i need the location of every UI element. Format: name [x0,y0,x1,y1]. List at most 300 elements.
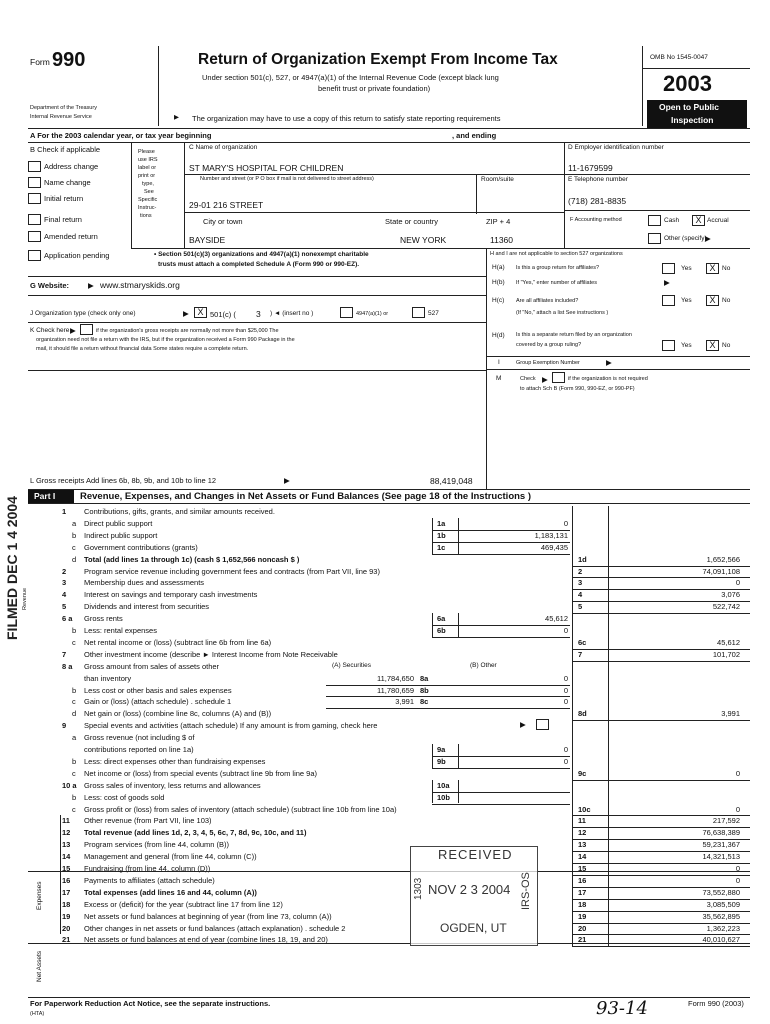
inner-line-code: 6b [437,626,446,635]
line-number: c [72,542,76,552]
department: Department of the Treasury [30,105,97,111]
k-checkbox[interactable] [80,324,93,335]
line-text: Gross revenue (not including $ of [84,733,195,743]
col-a-header: (A) Securities [332,661,372,669]
hd-text: Is this a separate return filed by an organization [516,332,632,338]
line-number: 8 a [62,661,73,671]
line-cell [432,530,433,542]
inner-line-value: 1,183,131 [534,530,568,540]
name-label: C Name of organization [189,144,258,151]
ha-text: Is this a group return for affiliates? [516,265,600,271]
line-text: Net rental income or (loss) (subtract line 6b from line 6a) [84,637,272,647]
line-number: 13 [62,840,71,850]
amended-return-checkbox[interactable] [28,231,41,242]
right-line-code: 15 [578,864,587,873]
line-number: d [72,554,77,564]
stamp-city: OGDEN, UT [440,921,507,935]
initial-return-label: Initial return [44,194,84,203]
line-cell [608,506,609,946]
line-number: 20 [62,923,71,933]
line-number: b [72,626,77,635]
right-line-code: 19 [578,911,587,921]
line-text: Dividends and interest from securities [84,602,210,612]
notice-text: The organization may have to use a copy of this return to satisfy state reporting requirements [192,114,501,123]
col-a-value: 11,780,659 [377,685,414,695]
city-label: City or town [203,217,243,226]
stamp-irs: IRS-OS [520,872,532,910]
527-label: 527 [428,310,439,317]
cash-checkbox[interactable] [648,215,661,226]
line-text: Gain or (loss) (attach schedule) . schedule 1 [84,697,232,707]
line-number: 2 [62,566,67,576]
line-cell [432,792,433,804]
handwritten-note: 93-14 [596,998,648,1019]
room-label: Room/suite [481,176,514,183]
line-text: than inventory [84,673,132,683]
right-line-value: 3,991 [721,709,740,719]
right-line-code: 10c [578,804,591,814]
line-text: Net gain or (loss) (combine line 8c, columns (A) and (B)) [84,709,272,719]
501c-checkbox[interactable]: X [194,307,207,318]
right-line-code: 12 [578,828,587,838]
hc-text: Are all affiliates included? [516,298,579,304]
line-cell [572,875,750,876]
right-line-value: 74,091,108 [702,566,740,576]
arrow-icon: ▶ [664,278,670,287]
inner-line-value: 0 [563,626,568,635]
line-cell [572,720,750,721]
name-change-label: Name change [44,178,91,187]
arrow-icon: ▶ [284,476,290,485]
line-number: 15 [62,864,71,873]
line-cell [432,625,433,637]
yes-label: Yes [681,297,692,304]
schedule-b-checkbox[interactable] [552,372,565,383]
phone-value: (718) 281-8835 [568,196,627,206]
form-title: Return of Organization Exempt From Income Tax [198,51,558,68]
line-text: Contributions, gifts, grants, and similar amounts received. [84,507,275,516]
k-check-label: K Check here [30,327,70,334]
line-cell [432,744,433,756]
right-line-value: 0 [735,864,740,873]
no-label: No [722,297,731,304]
line-cell [432,542,433,554]
initial-return-checkbox[interactable] [28,193,41,204]
right-line-code: 7 [578,649,583,659]
right-line-value: 76,638,389 [702,828,740,838]
gross-receipts-value: 88,419,048 [430,476,473,486]
hd-text-2: covered by a group ruling? [516,342,582,348]
hd-no-checkbox[interactable]: X [706,340,719,351]
line-cell [572,661,750,662]
4947-label: 4947(a)(1) or [356,311,389,317]
right-line-code: 16 [578,875,587,885]
line-number: 6 a [62,614,73,624]
inner-line-value: 0 [563,518,568,528]
right-line-value: 217,592 [712,816,740,826]
line-text: Program service revenue including government fees and contracts (from Part VII, line 93) [84,566,380,576]
right-line-value: 1,362,223 [706,923,740,933]
line-text: Direct public support [84,518,153,528]
stamp-code: 1303 [413,877,424,900]
form-label: Form [30,57,50,67]
col-a-value: 11,784,650 [377,673,414,683]
line-text: Less cost or other basis and sales expenses [84,685,232,695]
line-number: 7 [62,649,67,659]
527-checkbox[interactable] [412,307,425,318]
501c-number: 3 [256,309,261,319]
line-cell [432,768,570,769]
insert-no: ) ◄ (insert no ) [270,310,314,317]
line-cell [326,708,570,709]
line-text: Net income or (loss) from special events (subtract line 9b from line 9a) [84,768,318,778]
arrow-icon: ▶ [542,375,548,384]
subtitle-2: benefit trust or private foundation) [318,84,431,93]
line-number: 18 [62,899,71,909]
please-label: tions [140,213,152,219]
inner-line-code: 6a [437,614,446,624]
hb-text: If "Yes," enter number of affiliates [516,280,597,286]
line-number: 21 [62,935,71,945]
line-number: 16 [62,875,71,885]
please-label: label or [138,165,157,171]
ha-yes-checkbox[interactable] [662,263,675,274]
line-number: 10 a [62,780,77,790]
inner-line-code: 9a [437,745,446,754]
arrow-icon: ▶ [520,720,526,730]
right-line-code: 2 [578,566,583,576]
right-line-value: 0 [735,768,740,778]
line-text: Net assets or fund balances at beginning of year (from line 73, column (A)) [84,911,332,921]
street-label: Number and street (or P O box if mail is not delivered to street address) [200,176,374,182]
application-pending-checkbox[interactable] [28,250,41,261]
name-change-checkbox[interactable] [28,177,41,188]
line-number: 17 [62,887,71,897]
line-number: 14 [62,852,71,862]
line-cell [432,780,433,792]
line-cell [572,613,750,614]
line-number: b [72,792,77,802]
side-expenses: Expenses [36,881,43,910]
line-number: b [72,530,77,540]
no-label: No [722,342,731,349]
ha-no-checkbox[interactable]: X [706,263,719,274]
line-cell [572,577,750,578]
right-line-code: 20 [578,923,587,933]
line-text: Total (add lines 1a through 1c) (cash $ 1,652,566 noncash $ ) [84,554,300,564]
address-change-checkbox[interactable] [28,161,41,172]
line-text: Government contributions (grants) [84,542,198,552]
group-exemption-label: Group Exemption Number [516,360,580,366]
line-text: Total revenue (add lines 1d, 2, 3, 4, 5, 6c, 7, 8d, 9c, 10c, and 11) [84,828,307,838]
line-cell [432,554,570,555]
line-text: Other changes in net assets or fund balances (attach explanation) . schedule 2 [84,923,346,933]
accounting-label: F Accounting method [570,217,622,223]
hc-no-checkbox[interactable]: X [706,295,719,306]
line-number: b [72,685,77,695]
right-line-value: 0 [735,875,740,885]
right-line-code: 14 [578,852,587,862]
k-text-2: organization need not file a return with the IRS, but if the organization received a Form 990 Package in the [36,337,295,343]
line-number: 4 [62,590,67,600]
city: BAYSIDE [189,235,226,245]
irs-service: Internal Revenue Service [30,114,92,120]
right-line-value: 35,562,895 [702,911,740,921]
line-cell [432,637,570,638]
amended-return-label: Amended return [44,232,98,241]
right-line-value: 0 [735,578,740,588]
please-label: See [144,189,154,195]
m-check-label: Check [520,376,536,382]
line-number: b [72,756,77,766]
right-line-code: 5 [578,602,583,612]
line-text: Less: cost of goods sold [84,792,165,802]
inner-line-value: 0 [563,745,568,754]
line-number: 19 [62,911,71,921]
col-b-value: 0 [563,685,568,695]
501c-label: 501(c) ( [210,310,236,319]
line-text: Gross rents [84,614,123,624]
inspection: Inspection [671,115,714,125]
line-text: Less: direct expenses other than fundraising expenses [84,756,266,766]
hc-yes-checkbox[interactable] [662,295,675,306]
right-line-value: 73,552,880 [702,887,740,897]
line-cell [432,518,433,530]
line-text: Interest on savings and temporary cash investments [84,590,258,600]
yes-label: Yes [681,265,692,272]
line-cell [432,792,570,793]
inner-line-code: 1b [437,530,446,540]
line-cell [60,815,61,934]
arrow-icon: ▶ [705,234,711,243]
inner-line-code: 9b [437,756,446,766]
line-text: Management and general (from line 44, column (C)) [84,852,257,862]
yes-label: Yes [681,342,692,349]
no-label: No [722,265,731,272]
line-number: 11 [62,816,70,826]
please-label: use IRS [138,157,158,163]
street-address: 29-01 216 STREET [189,200,264,210]
right-line-value: 522,742 [712,602,740,612]
h-header: H and I are not applicable to section 527 organizations [490,251,623,257]
arrow-icon: ▶ [70,326,76,335]
application-pending-label: Application pending [44,251,110,260]
line-cell [572,506,573,946]
org-type-label: J Organization type (check only one) [30,310,136,317]
col-code: 8a [420,673,429,683]
line-number: c [72,637,76,647]
line-cell [572,780,750,781]
arrow-icon: ▶ [88,281,94,290]
side-revenue: Revenue [22,587,28,610]
right-line-value: 3,085,509 [706,899,740,909]
line-cell [572,946,750,947]
k-text-1: if the organization's gross receipts are normally not more than $25,000 The [96,328,279,334]
right-line-code: 21 [578,935,587,945]
form-number: 990 [52,49,86,71]
please-label: Instruc- [138,205,157,211]
section-note-2: trusts must attach a completed Schedule A (Form 990 or 990-EZ). [158,261,360,268]
open-to-public: Open to Public [659,102,719,112]
line-text: Special events and activities (attach schedule) If any amount is from gaming, check here [84,721,378,731]
other-specify-label: Other (specify) [664,235,707,242]
please-label: Please [138,149,155,155]
line-cell [432,756,570,757]
omb-number: OMB No 1545-0047 [650,54,708,61]
accrual-label: Accrual [707,217,729,224]
ein-label: D Employer identification number [568,144,664,151]
line-cell [432,625,570,626]
m-text: if the organization is not required [568,376,648,382]
line-number: 5 [62,602,67,612]
line-number: 1 [62,507,67,516]
gross-receipts-label: L Gross receipts Add lines 6b, 8b, 9b, and 10b to line 12 [30,476,217,485]
right-line-value: 0 [735,804,740,814]
line-number: 3 [62,578,67,588]
hc-text-2: (If "No," attach a list See instructions ) [516,310,609,316]
right-line-code: 3 [578,578,583,588]
line-text: Program services (from line 44, column (B)) [84,840,230,850]
accrual-checkbox[interactable]: X [692,215,705,226]
right-line-code: 4 [578,590,583,600]
line-text: Gross sales of inventory, less returns and allowances [84,780,261,790]
right-line-value: 3,076 [721,590,740,600]
please-label: type, [142,181,154,187]
line-text: Other revenue (from Part VII, line 103) [84,816,212,826]
line-text: Other investment income (describe ► Interest Income from Note Receivable [84,649,338,659]
line-cell [458,780,459,792]
inner-line-value: 469,435 [540,542,568,552]
col-b-header: (B) Other [470,661,497,669]
line-number: a [72,733,77,743]
part-label: Part I [34,491,56,501]
line-text: Membership dues and assessments [84,578,205,588]
line-text: Total expenses (add lines 16 and 44, column (A)) [84,887,257,897]
website-value[interactable]: www.stmaryskids.org [100,280,180,290]
please-label: Specific [138,197,158,203]
arrow-icon: ▶ [174,114,179,121]
state-label: State or country [385,217,438,226]
right-line-code: 9c [578,768,587,778]
gaming-checkbox[interactable] [536,719,549,730]
right-line-code: 6c [578,637,587,647]
line-number: a [72,518,77,528]
please-label: print or [138,173,156,179]
col-a-value: 3,991 [395,697,414,707]
section-note-1: • Section 501(c)(3) organizations and 4947(a)(1) nonexempt charitable [154,251,369,258]
ein-value: 11-1679599 [568,163,613,173]
right-line-value: 40,010,627 [702,935,740,945]
right-line-value: 14,321,513 [702,852,740,862]
tax-year: 2003 [663,71,712,96]
other-method-checkbox[interactable] [648,233,661,244]
inner-line-code: 10b [437,792,450,802]
line-number: 12 [62,828,71,838]
line-number: c [72,697,76,707]
final-return-label: Final return [44,215,82,224]
line-cell [432,613,433,625]
right-line-value: 45,612 [717,637,740,647]
right-line-value: 101,702 [712,649,740,659]
line-text: Less: rental expenses [84,626,157,635]
4947-checkbox[interactable] [340,307,353,318]
inner-line-code: 1c [437,542,446,552]
stamp-date: NOV 2 3 2004 [428,882,511,897]
zip: 11360 [490,235,514,245]
col-b-value: 0 [563,673,568,683]
hd-yes-checkbox[interactable] [662,340,675,351]
line-cell [458,792,459,804]
footer-form-label: Form 990 (2003) [688,999,744,1008]
line-text: Indirect public support [84,530,158,540]
arrow-icon: ▶ [183,309,189,318]
line-number: c [72,804,76,814]
line-cell [326,685,570,686]
line-cell [572,863,750,864]
subtitle-1: Under section 501(c), 527, or 4947(a)(1) of the Internal Revenue Code (except black lung [202,73,499,82]
address-change-label: Address change [44,162,99,171]
line-text: Fundraising (from line 44, column (D)) [84,864,211,873]
final-return-checkbox[interactable] [28,214,41,225]
line-number: d [72,709,77,719]
line-cell [326,696,570,697]
right-line-code: 11 [578,816,586,826]
footer-notice: For Paperwork Reduction Act Notice, see the separate instructions. [30,999,271,1008]
line-text: Gross amount from sales of assets other [84,661,220,671]
line-cell [432,756,433,768]
col-code: 8b [420,685,429,695]
line-cell [432,804,570,805]
inner-line-value: 0 [563,756,568,766]
line-text: Gross profit or (loss) from sales of inventory (attach schedule) (subtract line 10b from line 10a) [84,804,397,814]
right-line-code: 18 [578,899,587,909]
and-ending: , and ending [452,131,497,140]
org-name: ST MARY'S HOSPITAL FOR CHILDREN [189,163,344,173]
right-line-value: 59,231,367 [702,840,740,850]
line-b: B Check if applicable [30,145,101,154]
m-text-2: to attach Sch B (Form 990, 990-EZ, or 990-PF) [520,386,635,392]
right-line-code: 17 [578,887,587,897]
k-text-3: mail, it should file a return without financial data Some states require a complete return. [36,346,249,352]
col-code: 8c [420,697,429,707]
inner-line-code: 1a [437,518,446,528]
line-text: contributions reported on line 1a) [84,745,194,754]
col-b-value: 0 [563,697,568,707]
filmed-stamp: FILMED DEC 1 4 2004 [4,496,20,640]
state: NEW YORK [400,235,447,245]
line-number: c [72,768,76,778]
cash-label: Cash [664,217,680,224]
right-line-value: 1,652,566 [706,554,740,564]
line-text: Net assets or fund balances at end of year (combine lines 18, 19, and 20) [84,935,328,945]
website-label: G Website: [30,281,70,290]
part-title: Revenue, Expenses, and Changes in Net Assets or Fund Balances (See page 18 of the Instructions ) [80,491,532,502]
right-line-code: 8d [578,709,587,719]
side-net-assets: Net Assets [36,950,43,982]
inner-line-value: 45,612 [545,614,568,624]
line-a: A For the 2003 calendar year, or tax year beginning [30,131,212,140]
arrow-icon: ▶ [606,358,612,367]
inner-line-code: 10a [437,780,450,790]
hta-label: (HTA) [30,1011,45,1017]
line-number: 9 [62,721,67,731]
zip-label: ZIP + 4 [486,217,511,226]
stamp-received-text: RECEIVED [438,847,513,862]
line-text: Payments to affiliates (attach schedule) [84,875,215,885]
right-line-code: 1d [578,554,587,564]
line-text: Excess or (deficit) for the year (subtract line 17 from line 12) [84,899,283,909]
phone-label: E Telephone number [568,176,628,183]
